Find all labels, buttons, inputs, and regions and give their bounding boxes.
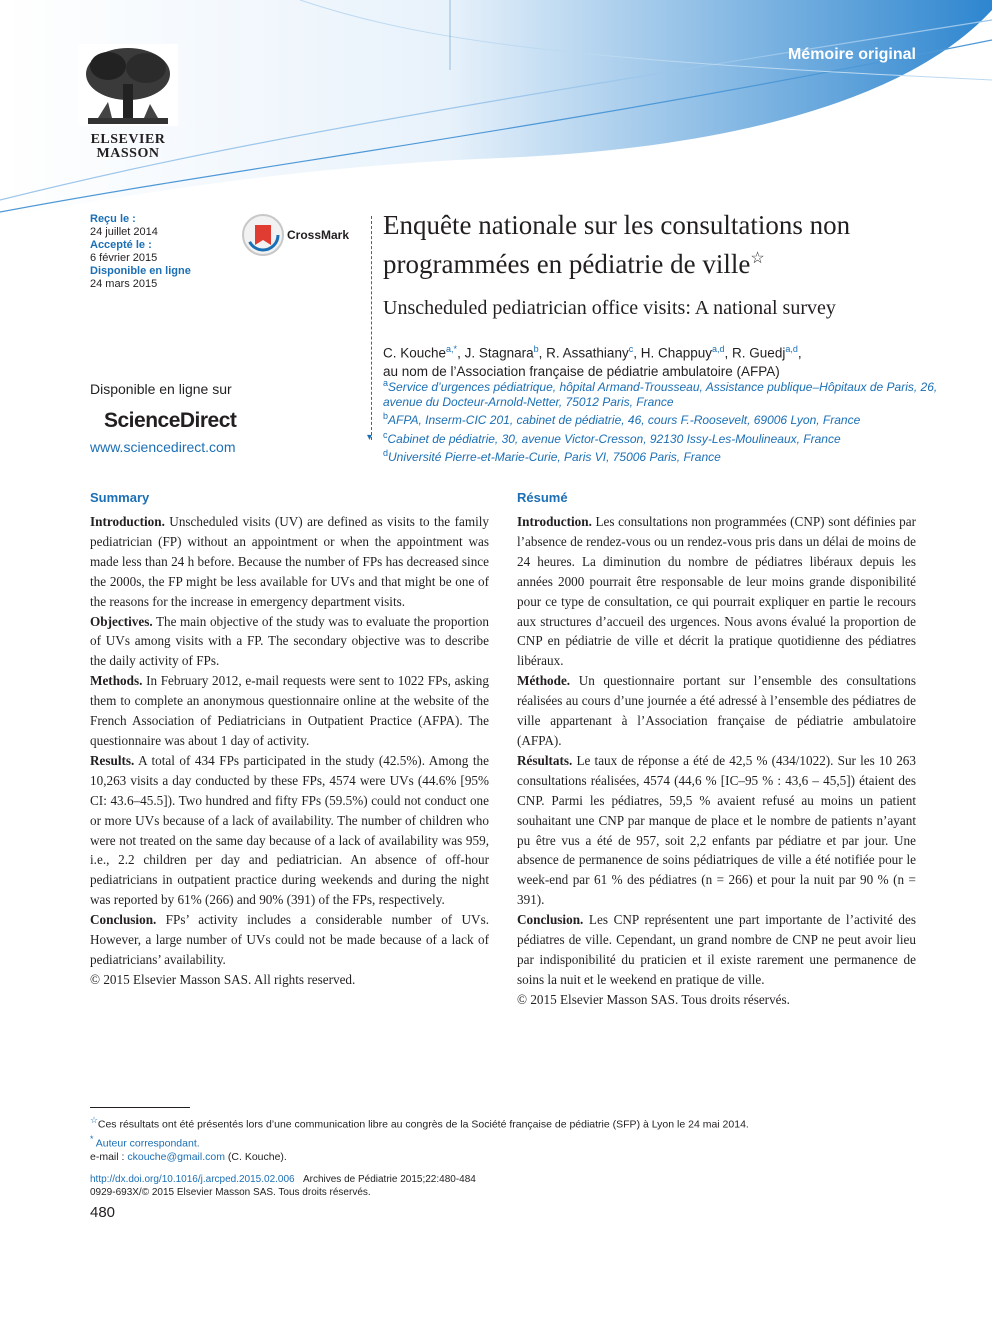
paragraph-label: Conclusion. [517, 912, 584, 928]
resume-paragraph [517, 751, 916, 910]
affiliation-mark: a [383, 378, 389, 388]
elsevier-tree-icon [78, 44, 178, 126]
received-date: 24 juillet 2014 [90, 226, 158, 238]
star-mark: ☆ [90, 1115, 98, 1125]
on-behalf-line: au nom de l’Association française de pédiatrie ambulatoire (AFPA) [383, 363, 780, 379]
author-affiliation-mark: a,d [785, 344, 798, 354]
article-title-text: Enquête nationale sur les consultations non programmées en pédiatrie de ville [383, 210, 851, 279]
email-line [90, 1150, 890, 1164]
resume-copyright: © 2015 Elsevier Masson SAS. Tous droits réservés. [517, 991, 790, 1007]
email-owner: (C. Kouche). [227, 1151, 287, 1163]
publisher-imprint: MASSON [96, 146, 160, 161]
doi-link[interactable]: http://dx.doi.org/10.1016/j.arcped.2015.02.006 [90, 1174, 295, 1185]
article-title [383, 208, 923, 281]
paragraph-label: Résultats. [517, 752, 573, 768]
corresponding-footnote: * Auteur correspondant. [90, 1133, 200, 1149]
paragraph-label: Methods. [90, 673, 143, 689]
paragraph-label: Introduction. [517, 514, 592, 529]
resume-paragraph [517, 512, 916, 671]
summary-paragraph [90, 910, 489, 970]
page-number: 480 [90, 1204, 116, 1221]
journal-citation: Archives de Pédiatrie 2015;22:480-484 [302, 1174, 476, 1185]
author-name: H. Chappuy [640, 345, 713, 361]
affiliation-text: Cabinet de pédiatrie, 30, avenue Victor-Cresson, 92130 Issy-Les-Moulineaux, France [387, 431, 841, 446]
affiliation-list [383, 376, 943, 465]
footnote-divider [90, 1107, 190, 1108]
paragraph-text: Le taux de réponse a été de 42,5 % (434/1022). Sur les 10 263 consultations réalisées, 4574 (44,6 % [IC–95 % : 43,6 – 45,5]) étaient des CNP. Parmi les pédiatres, 59,5 % avaient refusé au moins un patient souhaitant une CNP par manque de place et le nombre de patients n’ayant pu être vus a été de 957, soit 2,2 enfants par pédiatre et par jour. Une absence de permanence de soins pédiatriques de ville a été notifiée pour le week-end par 61 % des pédiatres (n = 266) et pour la nuit par 90 % (n = 391). [517, 752, 916, 908]
title-footnote-mark: ☆ [750, 250, 765, 267]
paragraph-text: A total of 434 FPs participated in the study (42.5%). Among the 10,263 visits a day conducted by these FPs, 4574 were UVs (44.6% [95% CI: 43.6–45.5]). Two hundred and fifty FPs (59.5%) could not conduct one or more UVs because of a lack of availability. The number of children who were not treated on the same day because of a lack of availability was 959, i.e., 2.2 children per day and pediatrician. An absence of off-hour pediatricians in outpatient practice during weekends and during the night was reported by 61% (266) and 90% (391) of the FPs, respectively. [90, 752, 489, 908]
corresponding-label: Auteur correspondant. [95, 1137, 200, 1149]
footnotes [90, 1113, 890, 1164]
dashed-divider [371, 216, 372, 440]
elsevier-logo [78, 44, 178, 161]
resume-heading: Résumé [517, 490, 568, 505]
affiliation-item [383, 376, 943, 409]
affiliation-mark: b [383, 411, 389, 421]
author-affiliation-mark: a,* [446, 344, 458, 354]
affiliation-text: Service d’urgences pédiatrique, hôpital Armand-Trousseau, Assistance publique–Hôpitaux de Paris, 26, avenue du Docteur-Arnold-Netter, 75012 Paris, France [383, 380, 938, 409]
paragraph-label: Conclusion. [90, 912, 157, 928]
resume-column [517, 488, 916, 1010]
summary-copyright: © 2015 Elsevier Masson SAS. All rights reserved. [90, 971, 356, 987]
affiliation-item [383, 446, 943, 465]
paragraph-text: FPs’ activity includes a considerable number of UVs. However, a large number of UVs could not be made because of a lack of pediatricians’ availability. [90, 912, 489, 967]
online-date: 24 mars 2015 [90, 278, 158, 290]
online-label: Disponible en ligne [90, 265, 191, 277]
footnote-text: Ces résultats ont été présentés lors d’une communication libre au congrès de la Société française de pédiatrie (SFP) à Lyon le 24 mai 2014. [97, 1118, 749, 1131]
affiliation-mark: c [383, 429, 388, 440]
affiliation-mark: d [383, 448, 389, 458]
availability-text: Disponible en ligne sur [90, 381, 232, 397]
paragraph-text: The main objective of the study was to evaluate the proportion of UVs among visits with a FP. The secondary objective was to describe the daily activity of FPs. [90, 613, 489, 669]
paragraph-label: Méthode. [517, 673, 571, 689]
issn-line: 0929-693X/© 2015 Elsevier Masson SAS. Tous droits réservés. [90, 1187, 371, 1198]
affiliation-text: Université Pierre-et-Marie-Curie, Paris VI, 75006 Paris, France [388, 450, 721, 464]
summary-paragraph [90, 612, 489, 672]
paragraph-text: Un questionnaire portant sur l’ensemble des consultations réalisées au cours d’une journée a été adressé à l’ensemble des pédiatres de ville appartenant à l’Association française de pédiatrie ambulatoire (AFPA). [517, 673, 916, 748]
author-affiliation-mark: c [628, 344, 634, 354]
citation-footer [90, 1173, 790, 1199]
author-affiliation-mark: a,d [712, 344, 725, 354]
email-link[interactable]: ckouche@gmail.com [127, 1151, 225, 1163]
crossmark-badge[interactable] [241, 213, 356, 257]
paragraph-text: Les CNP représentent une part importante de l’activité des pédiatres de ville. Cependant, un grand nombre de CNP ne peut avoir lieu par indisponibilité du praticien et il existe rarement une permanence de soins la nuit et le weekend en pratique de ville. [517, 912, 916, 987]
resume-paragraph [517, 910, 916, 990]
title-footnote [90, 1113, 890, 1132]
publisher-name: ELSEVIER [90, 132, 166, 147]
paragraph-label: Objectives. [90, 613, 153, 629]
paragraph-text: Les consultations non programmées (CNP) sont définies par l’absence de rendez-vous ou un rendez-vous pris dans un délai de moins de 24 heures. La diminution du nombre de pédiatres libéraux depuis les années 2000 pourrait être responsable de leur moins grande disponibilité pour ce type de consultation, ce qui pourrait expliquer en partie le recours aux structures d’accueil des urgences. Nous avons évalué la proportion de CNP en pédiatrie de ville et décrit la pratique quotidienne des pédiatres libéraux. [517, 514, 916, 669]
sciencedirect-logo: ScienceDirect [104, 409, 237, 432]
paragraph-text: Unscheduled visits (UV) are defined as visits to the family pediatrician (FP) without an appointment or when the appointment was made less than 24 h before. Because the number of FPs has decreased since the 2000s, the FP might be less available for UVs and that might be one of the reasons for the increase in emergency department visits. [90, 514, 489, 609]
author-list: C. Kouche$^{a,*}$, J. Stagnara$^b$, R. Assathiany$^c$, H. Chappuy$^{a,d}$, R. Guedj$^{a,d}$, au nom de l’Association française de pédiatrie ambulatoire (AFPA) [383, 340, 943, 381]
paragraph-label: Introduction. [90, 514, 165, 529]
arrow-down-icon: ▾ [367, 432, 373, 443]
affiliation-item [383, 409, 943, 428]
article-dates [90, 213, 230, 291]
resume-paragraph [517, 671, 916, 751]
section-label: Mémoire original [787, 46, 916, 63]
crossmark-label: CrossMark [287, 228, 350, 242]
article-subtitle: Unscheduled pediatrician office visits: A national survey [383, 297, 836, 319]
paragraph-label: Results. [90, 752, 135, 768]
crossmark-icon [241, 213, 285, 257]
email-label: e-mail : [90, 1151, 125, 1163]
availability-block [90, 381, 340, 455]
summary-paragraph [90, 671, 489, 751]
author-name: R. Guedj [732, 345, 786, 361]
paragraph-text: In February 2012, e-mail requests were sent to 1022 FPs, asking them to complete an anonymous questionnaire online at the website of the French Association of Pediatricians in Outpatient Practice (AFPA). The questionnaire was about 1 day of activity. [90, 673, 489, 748]
author-affiliation-mark: b [533, 344, 539, 354]
received-label: Reçu le : [90, 213, 136, 225]
accepted-date: 6 février 2015 [90, 252, 158, 264]
affiliation-item [383, 428, 943, 447]
summary-heading: Summary [90, 490, 150, 505]
affiliation-text: AFPA, Inserm-CIC 201, cabinet de pédiatrie, 46, cours F.-Roosevelt, 69006 Lyon, France [388, 413, 861, 427]
summary-paragraph [90, 512, 489, 612]
author-name: C. Kouche [383, 345, 447, 361]
summary-column [90, 488, 489, 990]
author-name: J. Stagnara [464, 345, 534, 361]
accepted-label: Accepté le : [90, 239, 152, 251]
author-name: R. Assathiany [546, 345, 629, 361]
summary-paragraph [90, 751, 489, 910]
sciencedirect-link[interactable]: www.sciencedirect.com [90, 439, 236, 455]
